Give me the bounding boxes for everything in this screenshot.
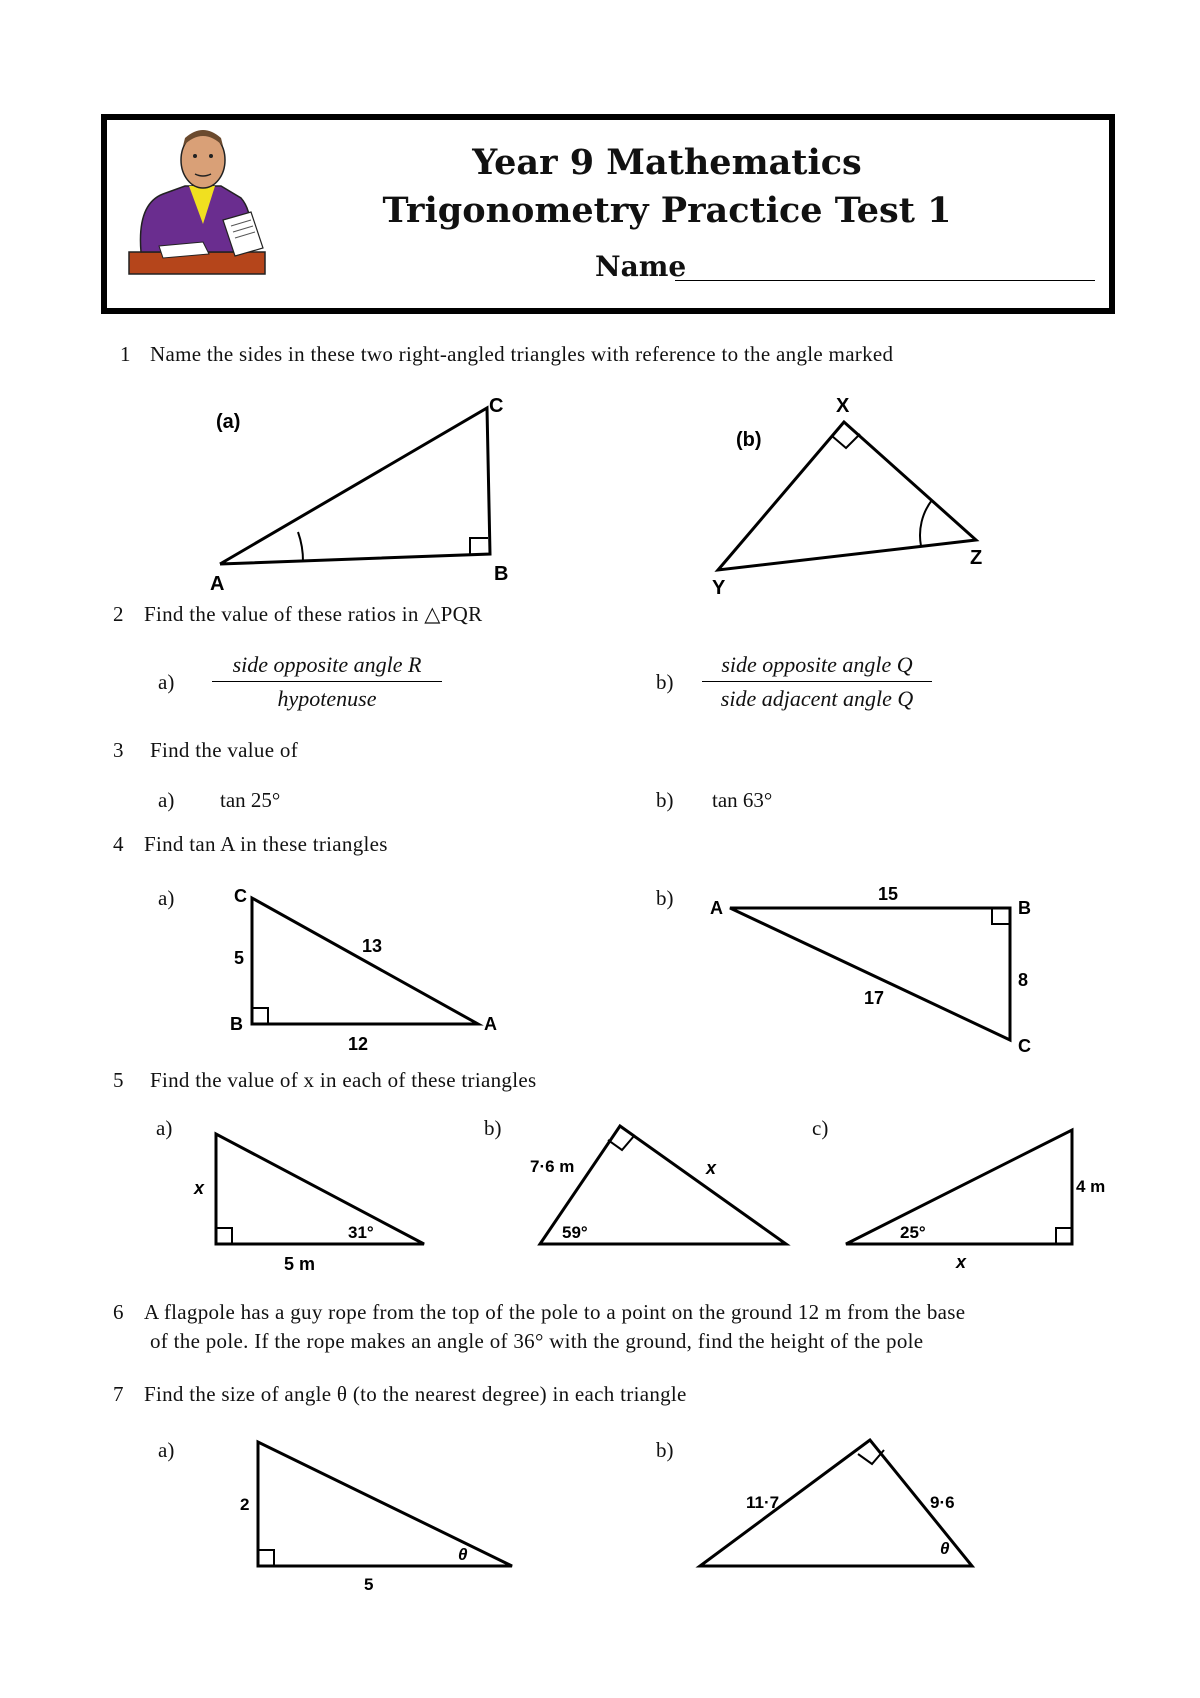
teacher-at-desk-icon: [123, 124, 273, 289]
q5b-angle: 59°: [562, 1223, 588, 1242]
q5c-triangle: [840, 1116, 1130, 1276]
q6-line-2: of the pole. If the rope makes an angle of 36° with the ground, find the height of the pole: [150, 1329, 924, 1353]
q1b-tag: (b): [736, 429, 762, 451]
q3-number: 3: [113, 738, 124, 762]
q7a-triangle: [230, 1430, 530, 1590]
q1-text: Name the sides in these two right-angled triangles with reference to the angle marked: [150, 342, 894, 366]
q1a-vertex-c: C: [489, 395, 504, 417]
q1b-vertex-z: Z: [970, 547, 983, 569]
q5a-triangle: [180, 1120, 440, 1280]
title-line-2: Trigonometry Practice Test 1: [382, 190, 952, 231]
q2b-fraction: [702, 652, 932, 712]
title-line-1: Year 9 Mathematics: [472, 142, 862, 183]
q2-text: Find the value of these ratios in △PQR: [144, 602, 483, 626]
q2b-label: b): [656, 670, 674, 694]
q4b-vertex-b: B: [1018, 898, 1031, 918]
q5c-angle: 25°: [900, 1223, 926, 1242]
q7a-side-h: 5: [364, 1575, 374, 1590]
q5a-x: x: [194, 1178, 205, 1198]
q4b-side-ab: 15: [878, 884, 899, 904]
q4-text: Find tan A in these triangles: [144, 832, 388, 856]
name-field[interactable]: [675, 278, 1095, 281]
q1b-vertex-y: Y: [712, 577, 726, 599]
name-label: Name: [595, 250, 687, 283]
q5a-base: 5 m: [284, 1254, 316, 1274]
q1-number: 1: [120, 342, 131, 366]
q2-number: 2: [113, 602, 124, 626]
q4a-triangle: [220, 880, 520, 1060]
q4a-vertex-c: C: [234, 886, 247, 906]
q7b-side-l: 11·7: [746, 1493, 780, 1512]
q7-text: Find the size of angle θ (to the nearest degree) in each triangle: [144, 1382, 687, 1406]
q2a-numerator: side opposite angle R: [212, 652, 442, 682]
q4b-side-bc: 8: [1018, 970, 1029, 990]
q4a-vertex-b: B: [230, 1014, 243, 1034]
q4-number: 4: [113, 832, 124, 856]
q2b-denominator: side adjacent angle Q: [720, 686, 914, 711]
q5b-x: x: [706, 1158, 717, 1178]
q5c-x: x: [956, 1252, 967, 1272]
q5-text: Find the value of x in each of these triangles: [150, 1068, 537, 1092]
q3b-label: b): [656, 788, 674, 812]
q1a-triangle: [200, 390, 540, 600]
q6-number: 6: [113, 1300, 124, 1324]
q4b-triangle: [700, 880, 1060, 1060]
q4a-side-ba: 12: [348, 1034, 369, 1054]
q1b-vertex-x: X: [836, 395, 850, 417]
header-box: [101, 114, 1115, 314]
q7b-theta: θ: [940, 1539, 950, 1558]
q4b-vertex-c: C: [1018, 1036, 1031, 1056]
q1b-triangle: [700, 390, 1000, 600]
q1a-vertex-b: B: [494, 563, 509, 585]
q5-number: 5: [113, 1068, 124, 1092]
q3-text: Find the value of: [150, 738, 298, 762]
q5b-label: b): [484, 1116, 502, 1140]
q7a-side-v: 2: [240, 1495, 250, 1514]
q7a-label: a): [158, 1438, 175, 1462]
q5c-label: c): [812, 1116, 829, 1140]
q3b-expr: tan 63°: [712, 788, 773, 812]
q5c-side: 4 m: [1076, 1177, 1106, 1196]
q3a-label: a): [158, 788, 175, 812]
q4a-side-cb: 5: [234, 948, 245, 968]
q5a-label: a): [156, 1116, 173, 1140]
q2a-label: a): [158, 670, 175, 694]
q2b-numerator: side opposite angle Q: [702, 652, 932, 682]
q4b-vertex-a: A: [710, 898, 723, 918]
q2a-denominator: hypotenuse: [277, 686, 377, 711]
q4b-label: b): [656, 886, 674, 910]
q5b-side: 7·6 m: [530, 1157, 575, 1176]
q6-line-1: A flagpole has a guy rope from the top of the pole to a point on the ground 12 m from the base: [144, 1300, 966, 1324]
q7-number: 7: [113, 1382, 124, 1406]
q5a-angle: 31°: [348, 1223, 374, 1242]
q7b-label: b): [656, 1438, 674, 1462]
q4a-side-ca: 13: [362, 936, 383, 956]
q7b-side-r: 9·6: [930, 1493, 955, 1512]
q5b-triangle: [520, 1116, 800, 1256]
q3a-expr: tan 25°: [220, 788, 281, 812]
q4a-vertex-a: A: [484, 1014, 497, 1034]
q1a-tag: (a): [216, 411, 241, 433]
q1a-vertex-a: A: [210, 573, 225, 595]
q7a-theta: θ: [458, 1545, 468, 1564]
q4a-label: a): [158, 886, 175, 910]
q4b-side-ac: 17: [864, 988, 885, 1008]
q2a-fraction: [212, 652, 442, 712]
q7b-triangle: [690, 1430, 1010, 1590]
